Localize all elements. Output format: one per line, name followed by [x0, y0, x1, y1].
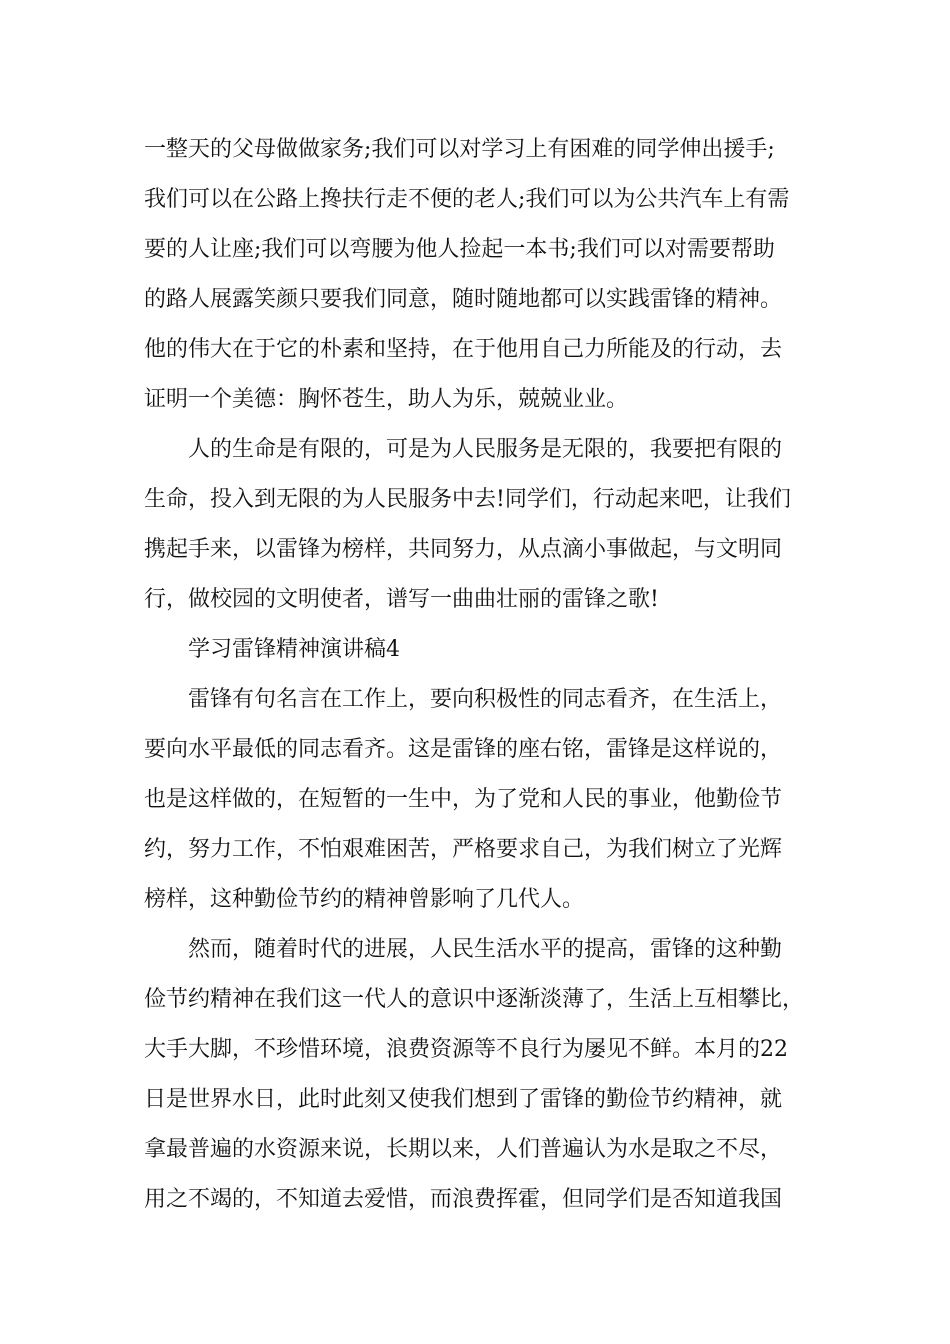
text-line: 携起手来，以雷锋为榜样，共同努力，从点滴小事做起，与文明同: [144, 537, 783, 562]
text-line: 行，做校园的文明使者，谱写一曲曲壮丽的雷锋之歌!: [144, 587, 659, 612]
text-line: 要的人让座;我们可以弯腰为他人捡起一本书;我们可以对需要帮助: [144, 237, 775, 262]
paragraph-start-line: 然而，随着时代的进展，人民生活水平的提高，雷锋的这种勤: [188, 937, 783, 962]
text-line: 日是世界水日，此时此刻又使我们想到了雷锋的勤俭节约精神，就: [144, 1087, 783, 1112]
text-line: 大手大脚，不珍惜环境，浪费资源等不良行为屡见不鲜。本月的22: [144, 1037, 788, 1062]
text-line: 要向水平最低的同志看齐。这是雷锋的座右铭，雷锋是这样说的，: [144, 737, 783, 762]
text-line: 俭节约精神在我们这一代人的意识中逐渐淡薄了，生活上互相攀比，: [144, 987, 805, 1012]
text-line: 他的伟大在于它的朴素和坚持，在于他用自己力所能及的行动，去: [144, 337, 783, 362]
text-line: 拿最普遍的水资源来说，长期以来，人们普遍认为水是取之不尽，: [144, 1137, 783, 1162]
text-line: 生命，投入到无限的为人民服务中去!同学们，行动起来吧，让我们: [144, 487, 791, 512]
paragraph-start-line: 雷锋有句名言在工作上，要向积极性的同志看齐，在生活上，: [188, 687, 783, 712]
text-line: 我们可以在公路上搀扶行走不便的老人;我们可以为公共汽车上有需: [144, 187, 790, 212]
text-line: 的路人展露笑颜只要我们同意，随时随地都可以实践雷锋的精神。: [144, 287, 783, 312]
text-line: 也是这样做的，在短暂的一生中，为了党和人民的事业，他勤俭节: [144, 787, 783, 812]
text-line: 证明一个美德：胸怀苍生，助人为乐，兢兢业业。: [144, 387, 629, 412]
text-line: 约，努力工作，不怕艰难困苦，严格要求自己，为我们树立了光辉: [144, 837, 783, 862]
text-line: 一整天的父母做做家务;我们可以对学习上有困难的同学伸出援手;: [144, 137, 775, 162]
text-line: 用之不竭的，不知道去爱惜，而浪费挥霍，但同学们是否知道我国: [144, 1187, 783, 1212]
paragraph-start-line: 人的生命是有限的，可是为人民服务是无限的，我要把有限的: [188, 437, 783, 462]
section-heading: 学习雷锋精神演讲稿4: [188, 637, 400, 662]
text-line: 榜样，这种勤俭节约的精神曾影响了几代人。: [144, 887, 585, 912]
